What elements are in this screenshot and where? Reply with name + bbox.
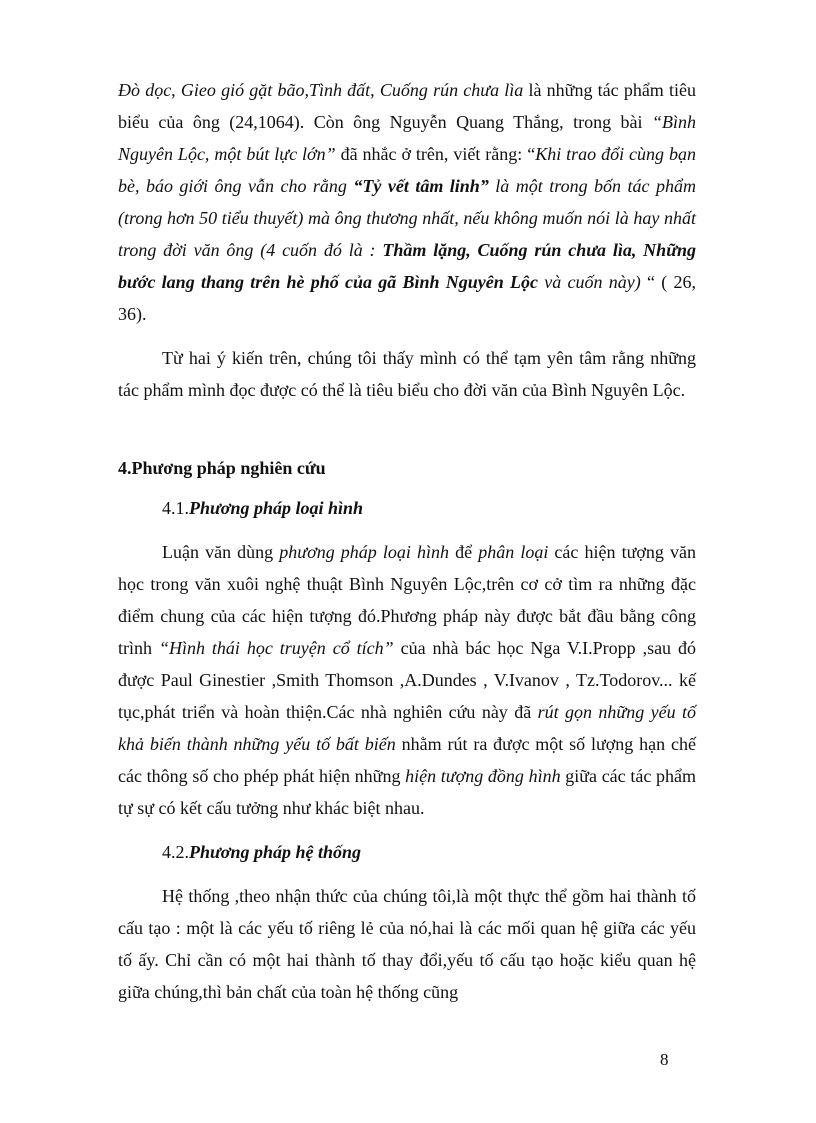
text-run: là những tác phẩm tiêu biểu của ông (24,1064). Còn ông Nguyễn Quang Thắng, trong bài <box>118 80 696 132</box>
emphasis: phân loại <box>478 542 549 562</box>
paragraph-typology-method <box>118 536 696 824</box>
text-run: Luận văn dùng <box>162 542 280 562</box>
page-number: 8 <box>660 1050 669 1069</box>
citation: “ ( 26, 36). <box>118 272 697 324</box>
article-title: “Bình Nguyên Lộc, một bút lực lớn” <box>118 112 696 164</box>
text-run: đã nhắc ở trên, viết rằng: “ <box>335 144 536 164</box>
text-run: các hiện tượng văn học trong văn xuôi nghệ thuật Bình Nguyên Lộc,trên cơ cở tìm ra những đặc điểm chung của các hiện tượng đó.Phương pháp này được bắt đầu bằng công trình <box>118 542 696 658</box>
text-run: giữa các tác phẩm tự sự có kết cấu tưởng như khác biệt nhau. <box>118 766 696 818</box>
paragraph-system-method: Hệ thống ,theo nhận thức của chúng tôi,là một thực thể gồm hai thành tố cấu tạo : một là các yếu tố riêng lẻ của nó,hai là các mối quan hệ giữa các yếu tố ấy. Chỉ cần có một hai thành tố thay đổi,yếu tố cấu tạo hoặc kiểu quan hệ giữa chúng,thì bản chất của toàn hệ thống cũng <box>118 886 696 1002</box>
section-heading-research-methods: 4.Phương pháp nghiên cứu <box>118 458 326 478</box>
quote-text: là một trong bốn tác phẩm (trong hơn 50 tiểu thuyết) mà ông thương nhất, nếu không muốn nói là hay nhất trong đời văn ông (4 cuốn đó là : <box>118 176 696 260</box>
quoted-work-title: “Tỷ vết tâm linh” <box>353 176 489 196</box>
document-page <box>118 74 696 1008</box>
paragraph-works-citation <box>118 74 696 330</box>
text-run: để <box>449 542 479 562</box>
subsection-title: Phương pháp loại hình <box>189 498 364 518</box>
subsection-heading-typology <box>118 492 696 524</box>
text-run: nhằm rút ra được một số lượng hạn chế các thông số cho phép phát hiện những <box>118 734 696 786</box>
work-title: “Hình thái học truyện cổ tích” <box>158 638 394 658</box>
emphasis: rút gọn những yếu tố khả biến thành những yếu tố bất biến <box>118 702 697 754</box>
subsection-heading-system <box>118 836 696 868</box>
emphasis: phương pháp loại hình <box>279 542 450 562</box>
paragraph-conclusion: Từ hai ý kiến trên, chúng tôi thấy mình có thể tạm yên tâm rằng những tác phẩm mình đọc được có thể là tiêu biểu cho đời văn của Bình Nguyên Lộc. <box>118 348 696 400</box>
emphasis: hiện tượng đồng hình <box>405 766 561 786</box>
text-run: của nhà bác học Nga V.I.Propp ,sau đó được Paul Ginestier ,Smith Thomson ,A.Dundes , V.Ivanov , Tz.Todorov... kế tục,phát triển và hoàn thiện.Các nhà nghiên cứu này đã <box>118 638 697 722</box>
subsection-title: Phương pháp hệ thống <box>189 842 361 862</box>
quote-text: và cuốn này) <box>538 272 641 292</box>
subsection-number: 4.1. <box>162 498 189 518</box>
quote-text: Khi trao đổi cùng bạn bè, báo giới ông vẫn cho rằng <box>118 144 696 196</box>
subsection-number: 4.2. <box>162 842 189 862</box>
favorite-works-list: Thầm lặng, Cuống rún chưa lìa, Những bước lang thang trên hè phố của gã Bình Nguyên Lộc <box>118 240 696 292</box>
works-titles: Đò dọc, Gieo gió gặt bão,Tình đất, Cuống rún chưa lìa <box>118 80 524 100</box>
